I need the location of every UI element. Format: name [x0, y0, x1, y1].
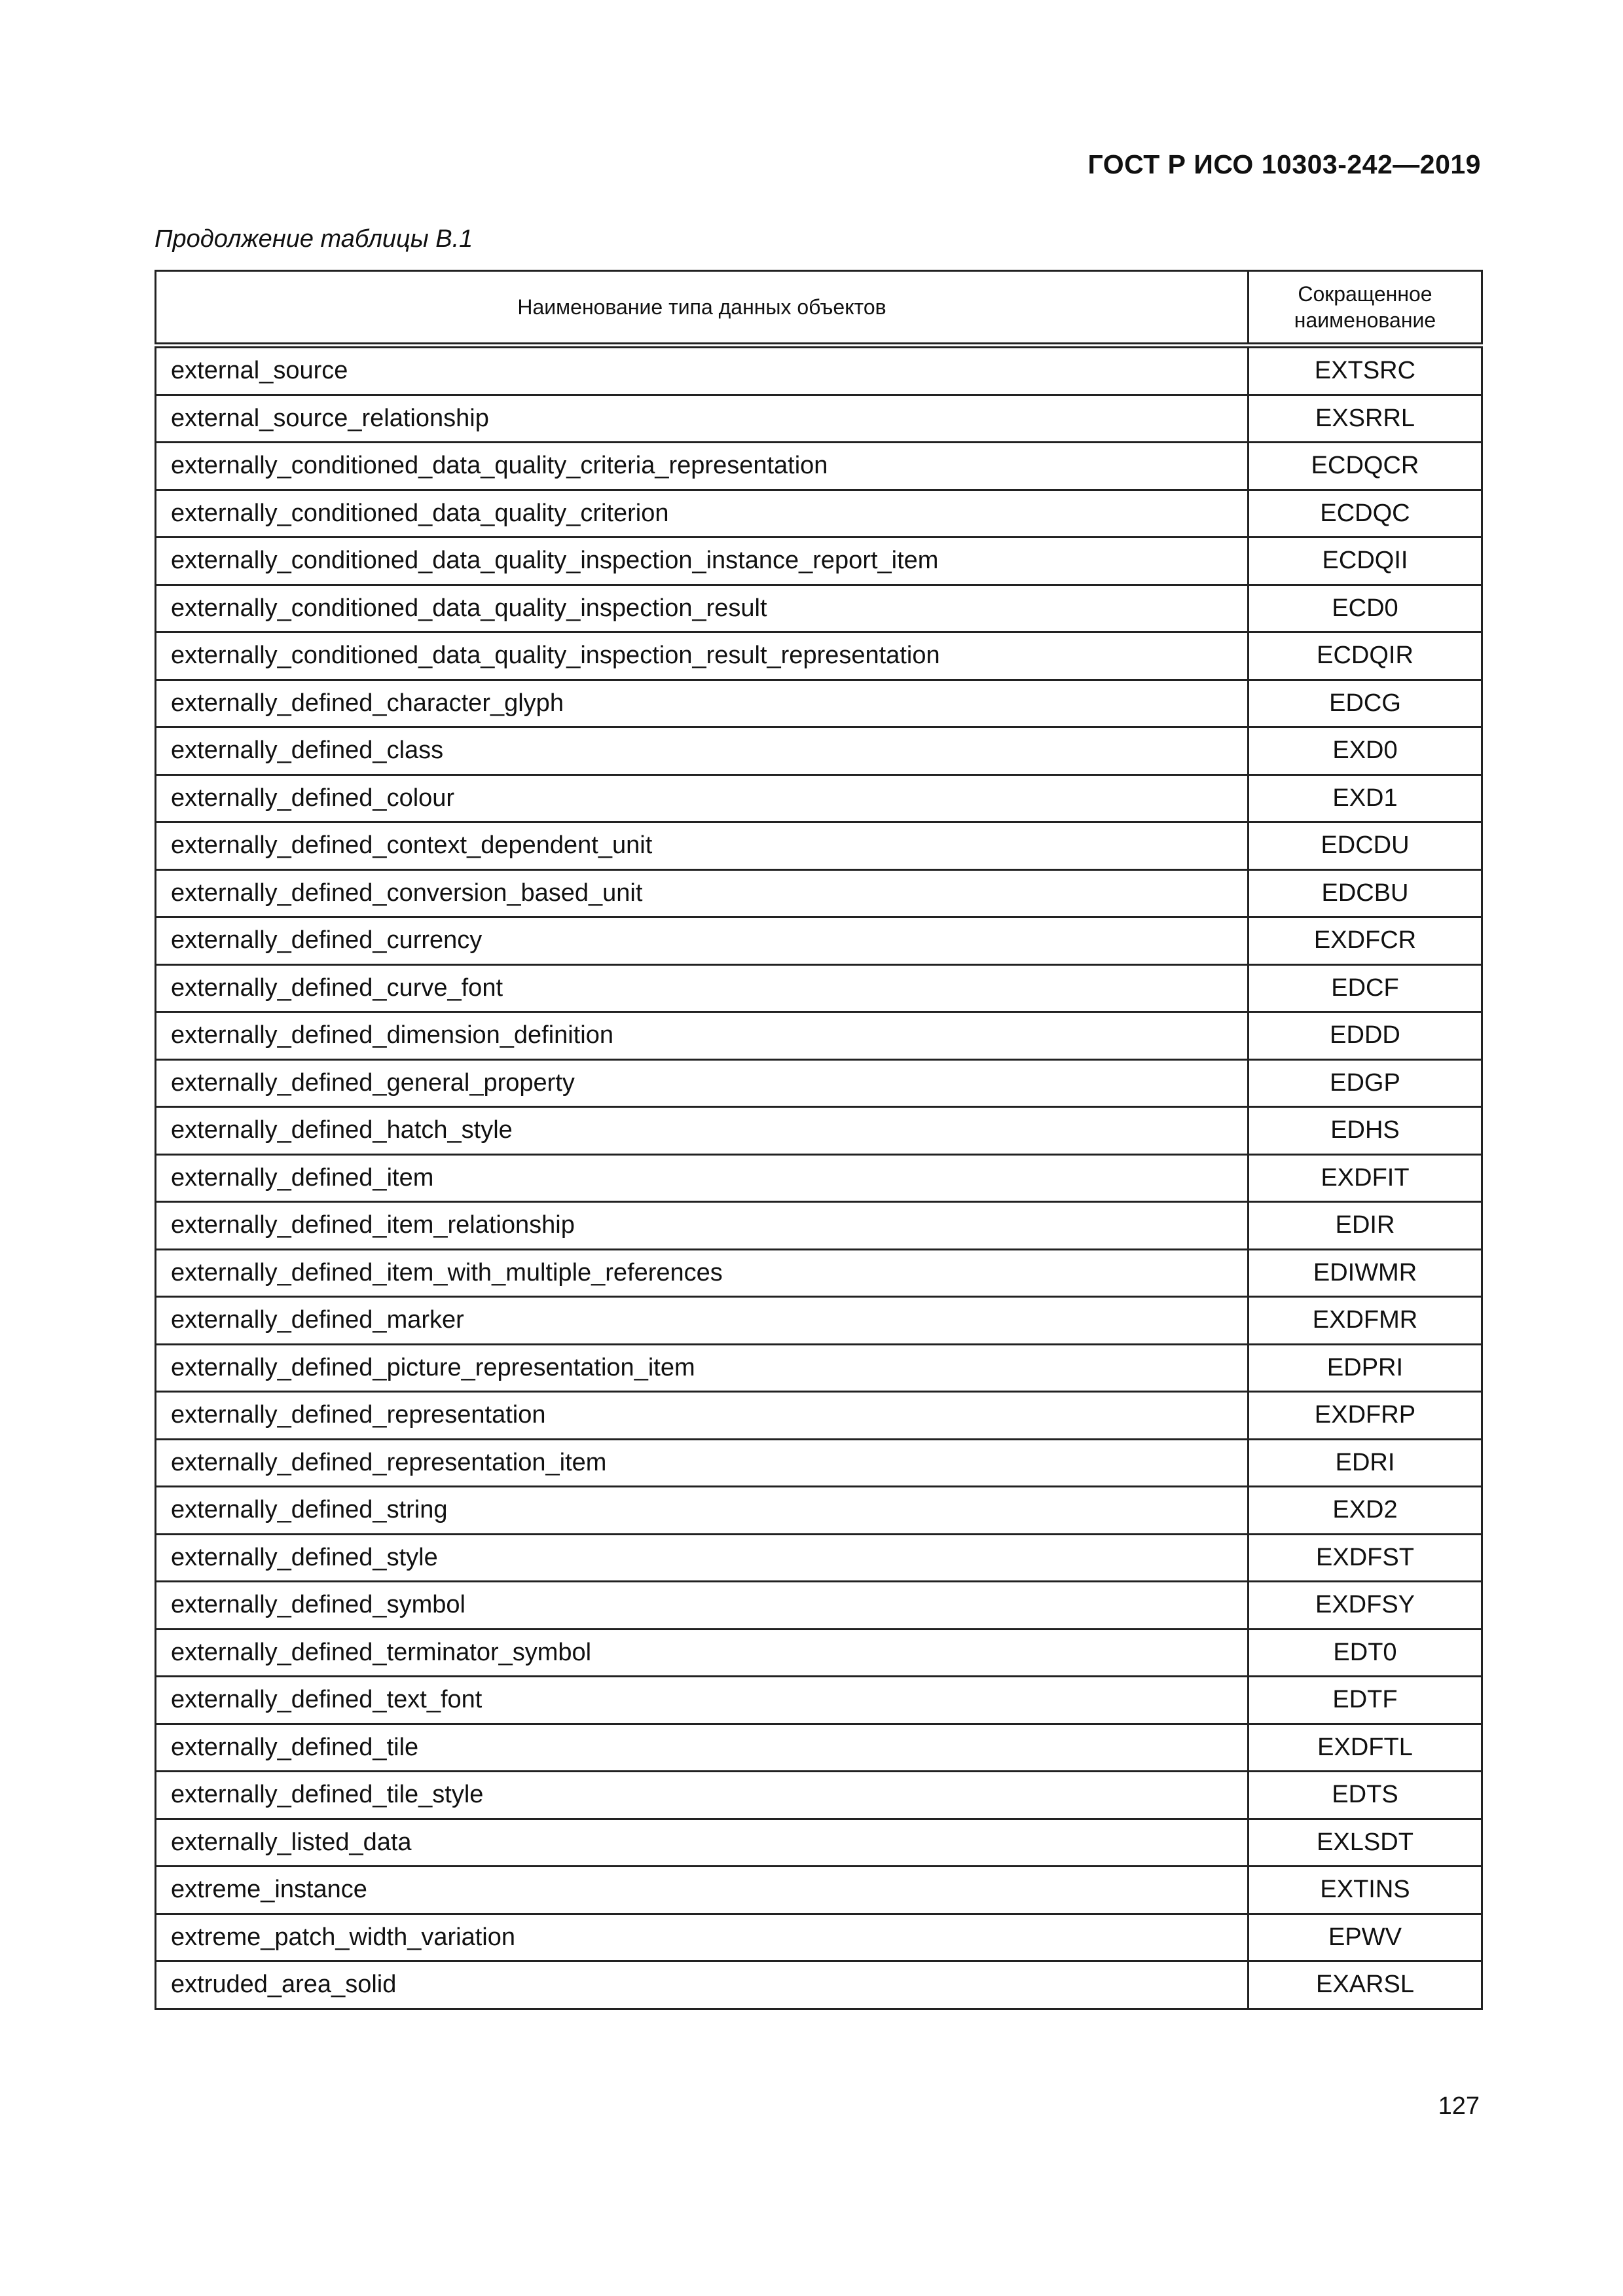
abbreviation-cell: EDIWMR — [1249, 1249, 1482, 1297]
abbreviation-cell: ECD0 — [1249, 585, 1482, 632]
table-row — [156, 443, 1482, 490]
column-header-name: Наименование типа данных объектов — [156, 271, 1249, 346]
table-row — [156, 1629, 1482, 1677]
table-row — [156, 585, 1482, 632]
abbreviation-cell: EXLSDT — [1249, 1819, 1482, 1867]
abbreviation-cell: EDTF — [1249, 1677, 1482, 1724]
table-row — [156, 869, 1482, 917]
abbreviation-cell: EDTS — [1249, 1772, 1482, 1819]
abbreviation-cell: ECDQCR — [1249, 443, 1482, 490]
entity-name-cell: externally_defined_class — [156, 727, 1249, 775]
entity-name-cell: external_source — [156, 346, 1249, 395]
entity-name-cell: externally_defined_currency — [156, 917, 1249, 965]
table-row — [156, 1297, 1482, 1345]
table-header-row — [156, 271, 1482, 346]
entity-name-cell: externally_defined_style — [156, 1534, 1249, 1582]
table-row — [156, 1344, 1482, 1392]
entity-name-cell: externally_defined_marker — [156, 1297, 1249, 1345]
abbreviation-cell: EDCG — [1249, 680, 1482, 727]
abbreviation-cell: EXSRRL — [1249, 395, 1482, 443]
table-row — [156, 632, 1482, 680]
table-row — [156, 917, 1482, 965]
abbreviation-cell: EDRI — [1249, 1439, 1482, 1487]
table-row — [156, 1582, 1482, 1630]
table-row — [156, 395, 1482, 443]
table-row — [156, 1914, 1482, 1961]
abbreviation-cell: EDCF — [1249, 964, 1482, 1012]
document-header: ГОСТ Р ИСО 10303-242—2019 — [1087, 149, 1481, 179]
abbreviation-cell: EXDFST — [1249, 1534, 1482, 1582]
entity-name-cell: externally_defined_text_font — [156, 1677, 1249, 1724]
table-row — [156, 680, 1482, 727]
entity-abbreviation-table — [155, 270, 1483, 2010]
table-row — [156, 1867, 1482, 1914]
entity-name-cell: extreme_instance — [156, 1867, 1249, 1914]
table-row — [156, 1534, 1482, 1582]
abbreviation-cell: ECDQC — [1249, 490, 1482, 538]
table-body — [156, 346, 1482, 2009]
abbreviation-cell: EDCBU — [1249, 869, 1482, 917]
table-row — [156, 964, 1482, 1012]
entity-name-cell: externally_conditioned_data_quality_criterion — [156, 490, 1249, 538]
table-row — [156, 538, 1482, 585]
table-row — [156, 1202, 1482, 1250]
entity-name-cell: externally_defined_colour — [156, 774, 1249, 822]
table-row — [156, 1487, 1482, 1535]
abbreviation-cell: EXD0 — [1249, 727, 1482, 775]
entity-name-cell: externally_defined_picture_representation_item — [156, 1344, 1249, 1392]
entity-name-cell: externally_defined_representation_item — [156, 1439, 1249, 1487]
abbreviation-cell: EPWV — [1249, 1914, 1482, 1961]
abbreviation-cell: EXARSL — [1249, 1961, 1482, 2009]
entity-name-cell: externally_defined_context_dependent_unit — [156, 822, 1249, 870]
abbreviation-cell: EDPRI — [1249, 1344, 1482, 1392]
entity-name-cell: externally_defined_item — [156, 1154, 1249, 1202]
entity-name-cell: externally_defined_general_property — [156, 1059, 1249, 1107]
entity-name-cell: externally_conditioned_data_quality_inspection_result_representation — [156, 632, 1249, 680]
entity-name-cell: external_source_relationship — [156, 395, 1249, 443]
abbreviation-cell: EDDD — [1249, 1012, 1482, 1060]
entity-name-cell: externally_conditioned_data_quality_inspection_result — [156, 585, 1249, 632]
entity-name-cell: externally_defined_string — [156, 1487, 1249, 1535]
abbreviation-cell: EDHS — [1249, 1107, 1482, 1155]
table-row — [156, 1059, 1482, 1107]
column-header-abbreviation: Сокращенное наименование — [1249, 271, 1482, 346]
entity-name-cell: externally_defined_tile — [156, 1724, 1249, 1772]
table-row — [156, 346, 1482, 395]
abbreviation-cell: EXTSRC — [1249, 346, 1482, 395]
abbreviation-cell: ECDQII — [1249, 538, 1482, 585]
table-row — [156, 1439, 1482, 1487]
abbreviation-cell: EXDFTL — [1249, 1724, 1482, 1772]
entity-name-cell: externally_listed_data — [156, 1819, 1249, 1867]
abbreviation-cell: ECDQIR — [1249, 632, 1482, 680]
entity-name-cell: externally_defined_character_glyph — [156, 680, 1249, 727]
table-row — [156, 1772, 1482, 1819]
table-row — [156, 1392, 1482, 1440]
entity-name-cell: externally_conditioned_data_quality_criteria_representation — [156, 443, 1249, 490]
table-row — [156, 1249, 1482, 1297]
entity-name-cell: externally_conditioned_data_quality_inspection_instance_report_item — [156, 538, 1249, 585]
entity-name-cell: externally_defined_representation — [156, 1392, 1249, 1440]
abbreviation-cell: EDT0 — [1249, 1629, 1482, 1677]
abbreviation-cell: EXDFSY — [1249, 1582, 1482, 1630]
entity-name-cell: externally_defined_tile_style — [156, 1772, 1249, 1819]
entity-name-cell: externally_defined_curve_font — [156, 964, 1249, 1012]
table-continuation-label: Продолжение таблицы В.1 — [155, 225, 473, 253]
entity-name-cell: extreme_patch_width_variation — [156, 1914, 1249, 1961]
table-row — [156, 822, 1482, 870]
entity-name-cell: extruded_area_solid — [156, 1961, 1249, 2009]
abbreviation-cell: EXD2 — [1249, 1487, 1482, 1535]
table-row — [156, 1677, 1482, 1724]
table-row — [156, 727, 1482, 775]
page-number: 127 — [1438, 2092, 1480, 2120]
abbreviation-cell: EXDFIT — [1249, 1154, 1482, 1202]
abbreviation-cell: EXDFMR — [1249, 1297, 1482, 1345]
table-row — [156, 1961, 1482, 2009]
table-row — [156, 1724, 1482, 1772]
abbreviation-cell: EXTINS — [1249, 1867, 1482, 1914]
abbreviation-cell: EXDFCR — [1249, 917, 1482, 965]
abbreviation-cell: EDCDU — [1249, 822, 1482, 870]
entity-name-cell: externally_defined_dimension_definition — [156, 1012, 1249, 1060]
table-row — [156, 774, 1482, 822]
table-row — [156, 1154, 1482, 1202]
entity-name-cell: externally_defined_hatch_style — [156, 1107, 1249, 1155]
abbreviation-cell: EDGP — [1249, 1059, 1482, 1107]
abbreviation-cell: EXDFRP — [1249, 1392, 1482, 1440]
entity-name-cell: externally_defined_conversion_based_unit — [156, 869, 1249, 917]
table-row — [156, 1107, 1482, 1155]
table-row — [156, 1012, 1482, 1060]
entity-name-cell: externally_defined_terminator_symbol — [156, 1629, 1249, 1677]
entity-name-cell: externally_defined_item_relationship — [156, 1202, 1249, 1250]
abbreviation-cell: EDIR — [1249, 1202, 1482, 1250]
table-row — [156, 490, 1482, 538]
entity-name-cell: externally_defined_item_with_multiple_references — [156, 1249, 1249, 1297]
table-row — [156, 1819, 1482, 1867]
entity-name-cell: externally_defined_symbol — [156, 1582, 1249, 1630]
abbreviation-cell: EXD1 — [1249, 774, 1482, 822]
